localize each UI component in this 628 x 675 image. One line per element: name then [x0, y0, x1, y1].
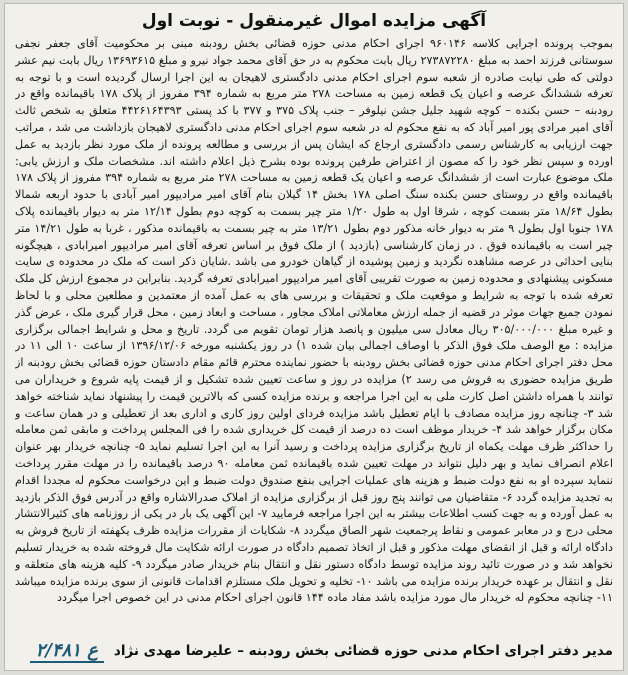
notice-footer: [15, 638, 613, 664]
signer-line: مدیر دفتر اجرای احکام مدنی حوزه قضائی بخش رودبنه – علیرضا مهدی نژاد: [113, 643, 613, 659]
handwritten-stamp: ع ۲/۴۸۱: [30, 640, 104, 663]
notice-body: بموجب پرونده اجرایی کلاسه ۹۶۰۱۴۶ اجرای احکام مدنی حوزه قضائی بخش رودبنه مبنی بر محکومیت آقای جعفر نجفی سوستانی فرزند احمد به مبلغ ۲۷۳۸۷۲۲۸۰ ریال بابت محکوم به در حق آقای محمد جواد نیرو و مبلغ ۱۳۶۹۳۶۱۵ ریال بابت نیم عشر دولتی که طی نیابت صادره از شعبه سوم اجرای احکام مدنی دادگستری لاهیجان به این اجرا ارسال گردیده است و با توجه به تعرفه ششدانگ عرصه و اعیان یک قطعه زمین به مساحت ۲۷۸ متر مربع به شماره ۳۹۴ مفروز از پلاک ۱۷۸ باقیمانده واقع در رودبنه – حسن بکنده – کوچه شهید جلیل جشن نیلوفر – جنب پلاک ۳۷۵ و ۳۷۷ با کد پستی ۴۴۲۶۱۶۴۳۹۳ متعلق به شخص ثالث آقای امیر مرادی پور امیر آباد که به نفع محکوم له در شعبه سوم اجرای احکام مدنی دادگستری لاهیجان بازداشت می شد ، مراتب جهت ارزیابی به کارشناس رسمی دادگستری ارجاع که ایشان پس از بررسی و مطالعه پرونده از ملک مورد نظر بازدید به عمل اورده و سپس نظر خود را که مصون از اعتراض طرفین پرونده بوده بشرح ذیل اعلام داشته اند. مشخصات ملک و ارزش یابی: ملک موضوع عبارت است از ششدانگ عرصه و اعیان یک قطعه زمین به مساحت ۲۷۸ متر مربع به شماره ۳۹۴ مفروز از پلاک ۱۷۸ باقیمانده واقع در روستای حسن بکنده سنگ اصلی ۱۷۸ بخش ۱۴ گیلان بنام آقای امیر مرادیپور امیر آبادی با حدود اربعه شمالا بطول ۱۸/۶۴ متر بسمت کوچه ، شرقا اول به طول ۱/۲۰ متر چیر بسمت به کوچه دوم بطول ۱۲/۱۴ متر به دیوار باقیمانده پلاک ۱۷۸ جنوبا اول بطول ۹ متر به دیوار خانه مذکور دوم بطول ۱۳/۲۱ متر به چیر بسمت به باقیمانده مذکور ، غربا به طول ۱۴/۲۱ متر چیر است به باقیمانده فوق . در زمان کارشناسی (بازدید ) از ملک فوق بر اساس تعرفه آقای امیر مرادیپور امیرابادی ، هیچگونه بنایی احداثی در عرصه مشاهده نگردید و زمین پوشیده از گیاهان خودرو می باشد .شایان ذکر است که ملک در محدوده ی سایت مسکونی پیشنهادی و محدوده زمین به صورت تقریبی آقای امیر مرادیپور امیرابادی تعرفه گردید. بنابراین در مجموع ارزش کل ملک تعرفه شده با توجه به شرایط و موقعیت ملک و تحقیقات و بررسی های به عمل آمده از معتمدین و مطلعین محلی و با لحاظ نمودن جمیع جهات موثر در قضیه از جمله ارزش معاملاتی املاک مجاور ، مساحت و ابعاد زمین ، محل قرار گیری ملک ، عرض گذر و غیره مبلغ ۳۰۵/۰۰۰/۰۰۰ ریال معادل سی میلیون و پانصد هزار تومان تقویم می گردد. تاریخ و محل و شرایط اجمالی برگزاری مزایده : مع الوصف ملک فوق الذکر با اوصاف اجمالی بیان شده ۱) در روز یکشنبه مورخه ۱۳۹۶/۱۲/۰۶ از ساعت ۱۰ الی ۱۱ در محل دفتر اجرای احکام مدنی حوزه قضائی بخش رودبنه با حضور نماینده محترم قائم مقام دادستان حوزه قضائی بخش رودبنه از طریق مزایده حضوری به فروش می رسد ۲) مزایده در روز و ساعت تعیین شده تشکیل و از قیمت پایه شروع و خریداران می توانند با همراه داشتن اصل کارت ملی به این اجرا مراجعه و برنده مزایده کسی که بالاترین قیمت را پیشنهاد نماید شناخته خواهد شد ۳- چنانچه روز مزایده مصادف با ایام تعطیل باشد مزایده فردای اولین روز کاری و اداری بعد از تعطیلی و در همان ساعت و مکان برگزار خواهد شد ۴- خریدار موظف است ده درصد از قیمت کل خریداری شده را فی المجلس پرداخت و مابقی ثمن معامله را حداکثر ظرف مهلت یکماه از تاریخ برگزاری مزایده پرداخت و رسید آنرا به این اجرا تسلیم نماید ۵- چنانچه خریدار بهر عنوان اعلام انصراف نماید و بهر دلیل نتواند در مهلت تعیین شده باقیمانده ثمن معامله ۹۰ درصد باقیمانده را در مهلت مقرر پرداخت ننماید سپرده او به نفع دولت ضبط و هزینه های عملیات اجرایی بنفع صندوق دولت ضبط و این درخواست محکوم له مجددا اقدام به تجدید مزایده گردد ۶- متقاضیان می توانند پنج روز قبل از برگزاری مزایده از املاک صدرالاشاره واقع در آدرس فوق الذکر بازدید به عمل آورده و به جهت کسب اطلاعات بیشتر به این اجرا مراجعه فرمایید ۷- این آگهی یک بار در یکی از روزنامه های کثیرالانتشار محلی درج و در معابر عمومی و نقاط پرجمعیت شهر الصاق میگردد ۸- شکایات از مقررات مزایده ظرف یکهفته از تاریخ فروش به دادگاه ارائه و قبل از انقضای مهلت مذکور و قبل از اتخاذ تصمیم دادگاه در صورت ارائه شکایت مال فروخته شده به خریدار تسلیم نخواهد شد و در صورت تائید روند مزایده توسط دادگاه دستور نقل و انتقال بنام خریدار صادر میگردد ۹- کلیه هزینه های متعلقه و نقل و انتقال بر عهده خریدار برنده مزایده می باشد ۱۰- تخلیه و تحویل ملک مستلزم اقدامات قانونی از سوی برنده مزایده میباشد ۱۱- چنانچه محکوم له خریدار مال مورد مزایده باشد مفاد ماده ۱۴۴ قانون اجرای احکام مدنی در این خصوص اجرا میگردد: [15, 37, 613, 605]
newspaper-clipping: [4, 3, 624, 671]
notice-title: آگهی مزایده اموال غیرمنقول - نوبت اول: [141, 11, 487, 31]
